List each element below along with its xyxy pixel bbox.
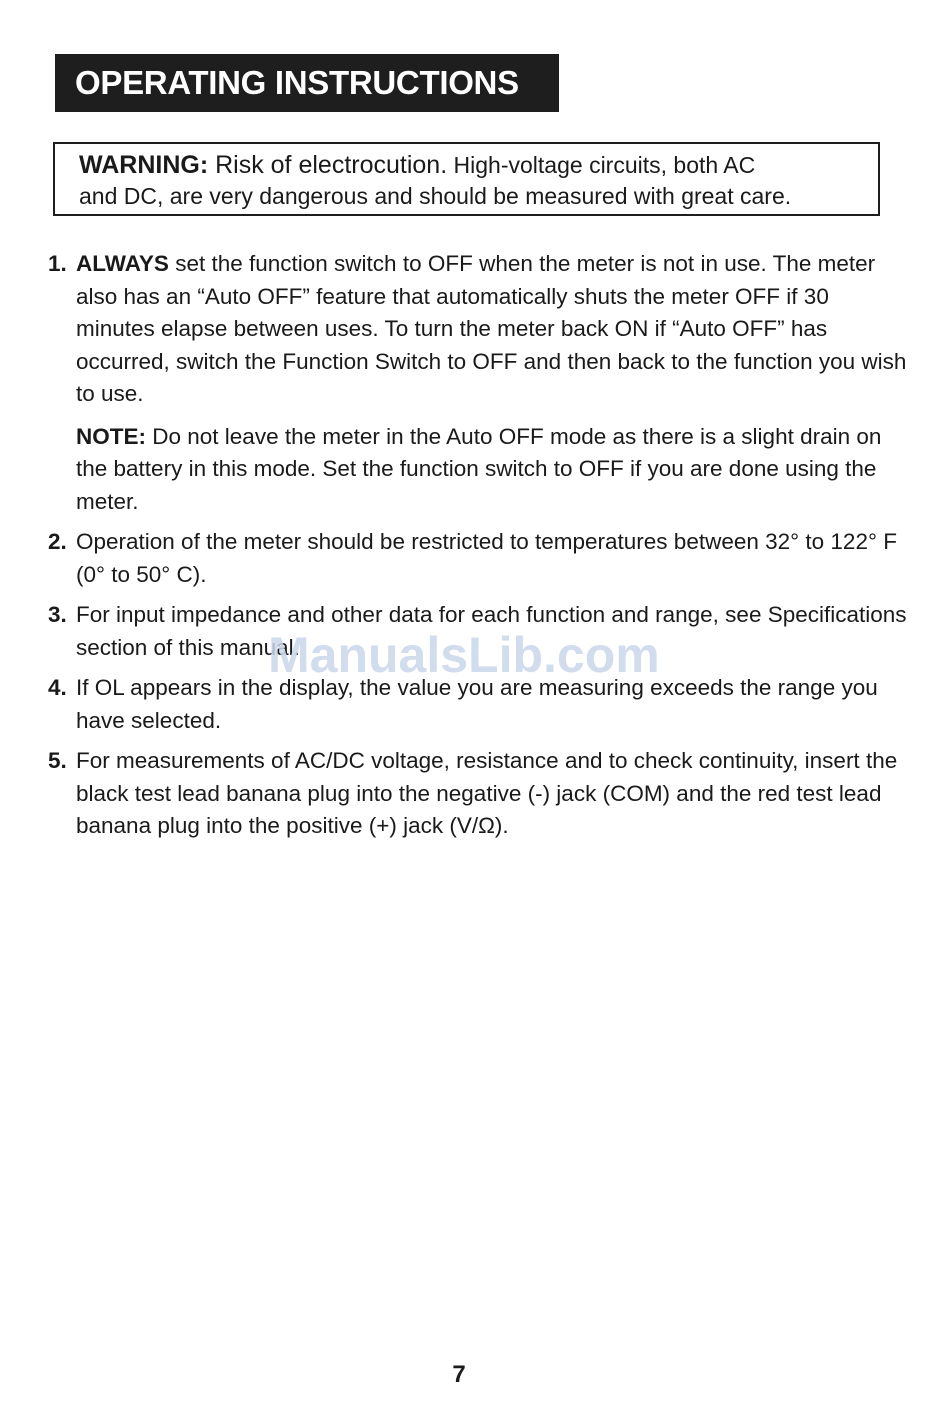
instruction-list (48, 248, 908, 851)
item-text: For input impedance and other data for each function and range, see Specifications section of this manual. (76, 602, 907, 660)
list-item-5 (48, 745, 908, 843)
warning-headline: Risk of electrocution. (208, 151, 448, 179)
item-number: 4. (48, 675, 67, 700)
section-title-bar (55, 54, 559, 112)
item-text: If OL appears in the display, the value you are measuring exceeds the range you have selected. (76, 675, 878, 733)
item-number: 1. (48, 251, 67, 276)
note-text: Do not leave the meter in the Auto OFF mode as there is a slight drain on the battery in this mode. Set the function switch to OFF if you are done using the meter. (76, 423, 882, 514)
note-label: NOTE: (76, 423, 146, 449)
item-number: 2. (48, 529, 67, 554)
warning-box (53, 142, 880, 216)
section-title: OPERATING INSTRUCTIONS (75, 64, 519, 101)
warning-line-1 (79, 149, 755, 181)
warning-text-line-1: High-voltage circuits, both AC (447, 152, 756, 178)
page-number: 7 (452, 1361, 466, 1388)
item-lead: ALWAYS (76, 251, 169, 276)
item-number: 3. (48, 602, 67, 627)
item-text: set the function switch to OFF when the meter is not in use. The meter also has an “Auto OFF” feature that automatically shuts the meter OFF if 30 minutes elapse between uses. To turn the meter back ON if “Auto OFF” has occurred, switch the Function Switch to OFF and then back to the function you wish to use. (76, 251, 907, 406)
list-item-4 (48, 672, 908, 737)
list-item-2 (48, 526, 908, 591)
watermark: ManualsLib.com (268, 627, 660, 683)
note-paragraph (76, 421, 908, 519)
warning-label: WARNING: (79, 151, 209, 179)
item-text: For measurements of AC/DC voltage, resistance and to check continuity, insert the black test lead banana plug into the negative (-) jack (COM) and the red test lead banana plug into the positive (+) jack (V/Ω). (76, 748, 898, 838)
item-text: Operation of the meter should be restricted to temperatures between 32° to 122° F (0° to 50° C). (76, 529, 897, 587)
list-item-1 (48, 248, 908, 518)
list-item-3 (48, 599, 908, 664)
item-number: 5. (48, 748, 67, 773)
warning-text-line-2: and DC, are very dangerous and should be measured with great care. (79, 183, 792, 209)
